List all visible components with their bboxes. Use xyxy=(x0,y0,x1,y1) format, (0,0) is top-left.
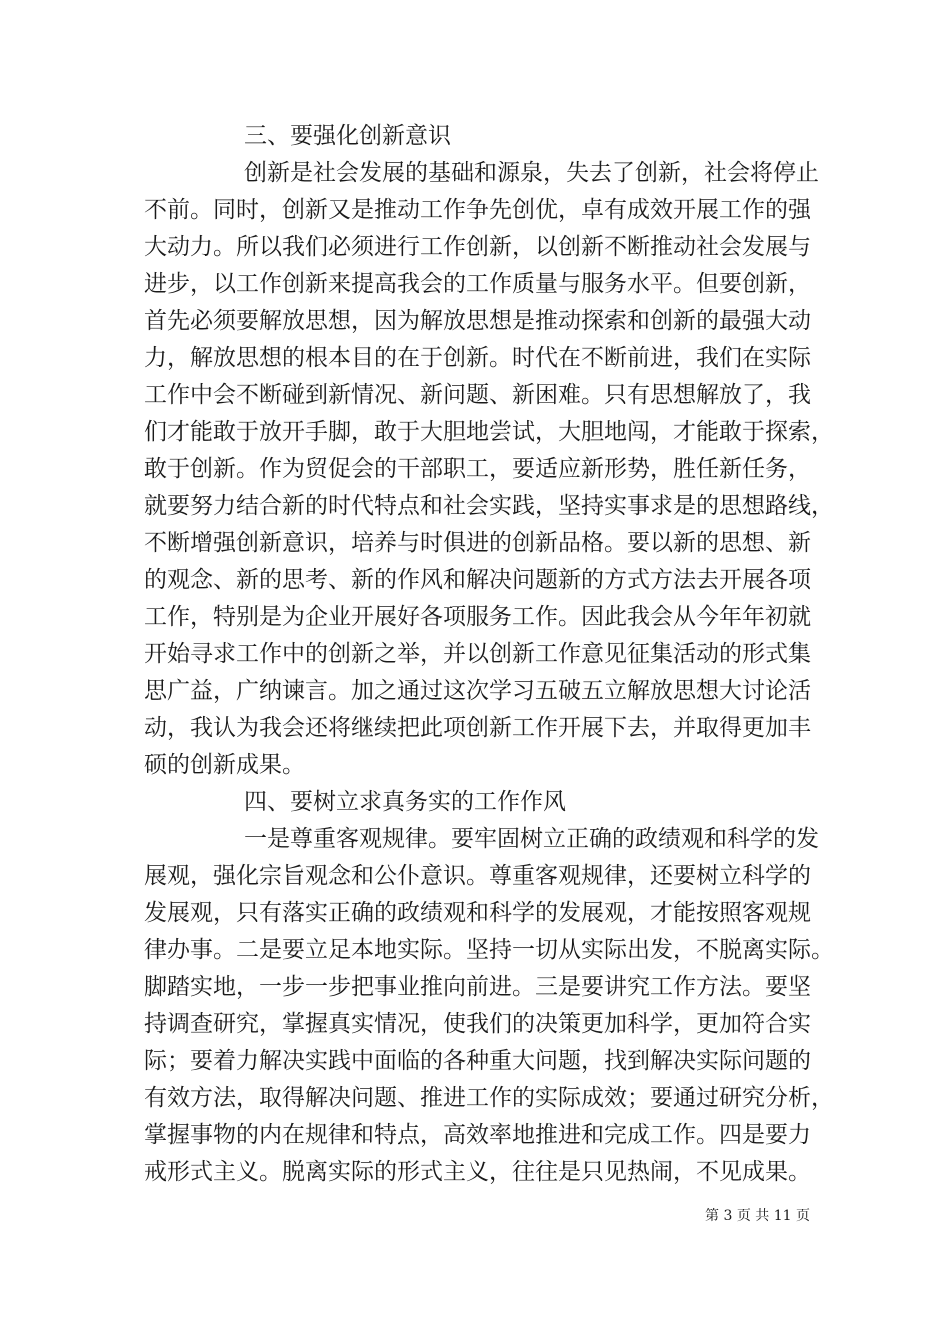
paragraph-line: 开始寻求工作中的创新之举，并以创新工作意见征集活动的形式集 xyxy=(144,641,811,667)
paragraph-line: 的观念、新的思考、新的作风和解决问题新的方式方法去开展各项 xyxy=(144,567,811,593)
paragraph-line: 展观，强化宗旨观念和公仆意识。尊重客观规律，还要树立科学的 xyxy=(144,863,811,889)
paragraph-line: 们才能敢于放开手脚，敢于大胆地尝试，大胆地闯，才能敢于探索， xyxy=(144,419,834,445)
paragraph-line: 思广益，广纳谏言。加之通过这次学习五破五立解放思想大讨论活 xyxy=(144,678,811,704)
paragraph-line: 就要努力结合新的时代特点和社会实践，坚持实事求是的思想路线， xyxy=(144,493,834,519)
paragraph-line: 硕的创新成果。 xyxy=(144,752,305,778)
paragraph-line: 大动力。所以我们必须进行工作创新，以创新不断推动社会发展与 xyxy=(144,234,811,260)
paragraph-line: 有效方法，取得解决问题、推进工作的实际成效；要通过研究分析， xyxy=(144,1085,834,1111)
paragraph-line: 发展观，只有落实正确的政绩观和科学的发展观，才能按照客观规 xyxy=(144,900,811,926)
paragraph-line: 掌握事物的内在规律和特点，高效率地推进和完成工作。四是要力 xyxy=(144,1122,811,1148)
paragraph-line: 首先必须要解放思想，因为解放思想是推动探索和创新的最强大动 xyxy=(144,308,811,334)
paragraph-line: 工作，特别是为企业开展好各项服务工作。因此我会从今年年初就 xyxy=(144,604,811,630)
paragraph-line: 创新是社会发展的基础和源泉，失去了创新，社会将停止 xyxy=(244,160,819,186)
paragraph-line: 不断增强创新意识，培养与时俱进的创新品格。要以新的思想、新 xyxy=(144,530,811,556)
section-heading-innovation: 三、要强化创新意识 xyxy=(244,123,451,149)
paragraph-line: 敢于创新。作为贸促会的干部职工，要适应新形势，胜任新任务， xyxy=(144,456,811,482)
section-heading-work-style: 四、要树立求真务实的工作作风 xyxy=(244,789,566,815)
paragraph-line: 戒形式主义。脱离实际的形式主义，往往是只见热闹，不见成果。 xyxy=(144,1159,811,1185)
paragraph-line: 一是尊重客观规律。要牢固树立正确的政绩观和科学的发 xyxy=(244,826,819,852)
paragraph-line: 际；要着力解决实践中面临的各种重大问题，找到解决实际问题的 xyxy=(144,1048,811,1074)
page-number: 第 3 页 共 11 页 xyxy=(705,1208,810,1224)
paragraph-line: 动，我认为我会还将继续把此项创新工作开展下去，并取得更加丰 xyxy=(144,715,811,741)
paragraph-line: 律办事。二是要立足本地实际。坚持一切从实际出发，不脱离实际。 xyxy=(144,937,834,963)
paragraph-line: 工作中会不断碰到新情况、新问题、新困难。只有思想解放了，我 xyxy=(144,382,811,408)
paragraph-line: 不前。同时，创新又是推动工作争先创优，卓有成效开展工作的强 xyxy=(144,197,811,223)
paragraph-line: 脚踏实地，一步一步把事业推向前进。三是要讲究工作方法。要坚 xyxy=(144,974,811,1000)
paragraph-line: 力，解放思想的根本目的在于创新。时代在不断前进，我们在实际 xyxy=(144,345,811,371)
paragraph-line: 持调查研究，掌握真实情况，使我们的决策更加科学，更加符合实 xyxy=(144,1011,811,1037)
paragraph-line: 进步，以工作创新来提高我会的工作质量与服务水平。但要创新， xyxy=(144,271,811,297)
